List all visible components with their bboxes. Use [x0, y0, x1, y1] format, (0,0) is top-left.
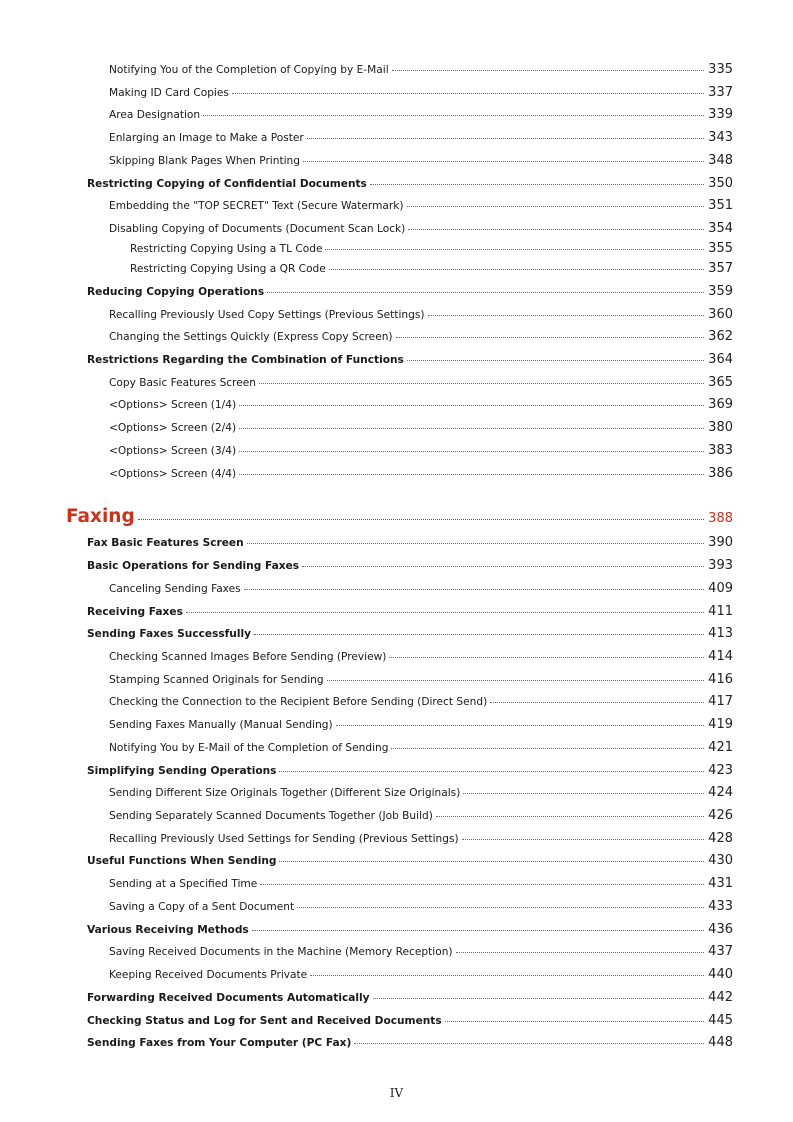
leader-dots [267, 283, 704, 293]
leader-dots [186, 603, 704, 613]
toc-entry[interactable] [109, 443, 733, 463]
toc-entry-title: Checking Scanned Images Before Sending (Preview) [109, 651, 387, 663]
toc-entry-title: Enlarging an Image to Make a Poster [109, 132, 304, 144]
toc-entry-title: Notifying You by E-Mail of the Completion of Sending [109, 742, 389, 754]
toc-entry[interactable] [109, 198, 733, 218]
toc-entry-title: Sending Separately Scanned Documents Together (Job Build) [109, 810, 433, 822]
toc-entry[interactable] [109, 694, 733, 714]
leader-dots [247, 534, 705, 544]
toc-section-title: Sending Faxes Successfully [87, 628, 252, 640]
toc-entry-page: 365 [708, 375, 733, 390]
toc-entry-page: 360 [708, 307, 733, 322]
toc-chapter-faxing[interactable] [66, 506, 733, 532]
toc-section[interactable] [87, 922, 733, 942]
toc-entry[interactable] [109, 397, 733, 417]
toc-entry-page: 440 [708, 967, 733, 982]
leader-dots [370, 175, 704, 185]
toc-section-page: 436 [708, 922, 733, 937]
toc-entry-title: <Options> Screen (4/4) [109, 468, 237, 480]
toc-entry[interactable] [109, 85, 733, 105]
toc-subentry-page: 355 [708, 241, 733, 256]
leader-dots [373, 989, 705, 999]
toc-entry[interactable] [109, 899, 733, 919]
leader-dots [391, 739, 704, 749]
toc-entry-title: Recalling Previously Used Settings for Sending (Previous Settings) [109, 833, 459, 845]
toc-entry-page: 419 [708, 717, 733, 732]
toc-entry[interactable] [109, 808, 733, 828]
toc-entry-title: Changing the Settings Quickly (Express Copy Screen) [109, 331, 393, 343]
toc-entry[interactable] [109, 329, 733, 349]
leader-dots [259, 374, 704, 384]
toc-entry-page: 416 [708, 672, 733, 687]
leader-dots [408, 220, 704, 230]
toc-entry[interactable] [109, 107, 733, 127]
toc-subentry-title: Restricting Copying Using a QR Code [130, 263, 326, 275]
leader-dots [203, 106, 704, 116]
toc-entry[interactable] [109, 130, 733, 150]
toc-entry-title: Embedding the "TOP SECRET" Text (Secure Watermark) [109, 200, 404, 212]
leader-dots [303, 152, 704, 162]
leader-dots [138, 510, 704, 520]
toc-section-title: Sending Faxes from Your Computer (PC Fax) [87, 1037, 352, 1049]
toc-section[interactable] [87, 853, 733, 873]
toc-entry[interactable] [109, 221, 733, 241]
toc-section-title: Simplifying Sending Operations [87, 765, 277, 777]
toc-entry[interactable] [109, 944, 733, 964]
leader-dots [327, 671, 705, 681]
toc-entry-title: Stamping Scanned Originals for Sending [109, 674, 324, 686]
toc-entry-page: 335 [708, 62, 733, 77]
chapter-title: Faxing [66, 506, 135, 527]
toc-section[interactable] [87, 763, 733, 783]
toc-section-title: Checking Status and Log for Sent and Received Documents [87, 1015, 442, 1027]
toc-section-page: 364 [708, 352, 733, 367]
toc-entry-title: Area Designation [109, 109, 201, 121]
toc-entry-page: 421 [708, 740, 733, 755]
toc-section-title: Various Receiving Methods [87, 924, 249, 936]
toc-entry-page: 380 [708, 420, 733, 435]
toc-entry-title: Saving a Copy of a Sent Document [109, 901, 295, 913]
leader-dots [325, 240, 704, 250]
toc-entry-page: 426 [708, 808, 733, 823]
toc-entry-page: 354 [708, 221, 733, 236]
toc-section[interactable] [87, 284, 733, 304]
toc-entry-page: 337 [708, 85, 733, 100]
toc-entry-page: 383 [708, 443, 733, 458]
toc-section-title: Reducing Copying Operations [87, 286, 265, 298]
leader-dots [239, 465, 704, 475]
toc-section[interactable] [87, 990, 733, 1010]
toc-section[interactable] [87, 626, 733, 646]
toc-section[interactable] [87, 535, 733, 555]
toc-entry-title: Making ID Card Copies [109, 87, 229, 99]
toc-entry-page: 424 [708, 785, 733, 800]
toc-entry-page: 351 [708, 198, 733, 213]
toc-section-page: 430 [708, 853, 733, 868]
toc-entry[interactable] [109, 420, 733, 440]
leader-dots [407, 197, 705, 207]
toc-section-title: Useful Functions When Sending [87, 855, 277, 867]
leader-dots [297, 898, 704, 908]
toc-subentry[interactable] [130, 241, 733, 261]
toc-entry-page: 433 [708, 899, 733, 914]
toc-entry[interactable] [109, 153, 733, 173]
toc-entry-title: Checking the Connection to the Recipient Before Sending (Direct Send) [109, 696, 488, 708]
leader-dots [252, 921, 704, 931]
leader-dots [239, 396, 704, 406]
toc-section-page: 350 [708, 176, 733, 191]
toc-section-page: 359 [708, 284, 733, 299]
toc-entry-title: Saving Received Documents in the Machine (Memory Reception) [109, 946, 453, 958]
toc-entry-page: 431 [708, 876, 733, 891]
toc-subentry-title: Restricting Copying Using a TL Code [130, 243, 323, 255]
toc-entry-title: Sending Different Size Originals Together (Different Size Originals) [109, 787, 461, 799]
toc-entry[interactable] [109, 62, 733, 82]
leader-dots [389, 648, 704, 658]
leader-dots [428, 306, 705, 316]
leader-dots [302, 557, 704, 567]
toc-section-page: 393 [708, 558, 733, 573]
leader-dots [336, 716, 705, 726]
toc-entry-title: Copy Basic Features Screen [109, 377, 256, 389]
toc-entry[interactable] [109, 876, 733, 896]
toc-section-page: 423 [708, 763, 733, 778]
toc-entry[interactable] [109, 581, 733, 601]
leader-dots [279, 762, 704, 772]
toc-entry-title: Disabling Copying of Documents (Document Scan Lock) [109, 223, 406, 235]
toc-entry-title: Sending at a Specified Time [109, 878, 258, 890]
toc-section[interactable] [87, 604, 733, 624]
toc-entry[interactable] [109, 307, 733, 327]
toc-section[interactable] [87, 176, 733, 196]
toc-section-page: 445 [708, 1013, 733, 1028]
toc-entry-page: 339 [708, 107, 733, 122]
toc-section-page: 442 [708, 990, 733, 1005]
toc-section-title: Restricting Copying of Confidential Documents [87, 178, 367, 190]
toc-entry-page: 362 [708, 329, 733, 344]
toc-entry-title: <Options> Screen (2/4) [109, 422, 237, 434]
toc-entry[interactable] [109, 672, 733, 692]
toc-entry-page: 343 [708, 130, 733, 145]
toc-entry[interactable] [109, 717, 733, 737]
chapter-page: 388 [708, 511, 733, 526]
leader-dots [392, 61, 705, 71]
leader-dots [260, 875, 704, 885]
toc-entry-title: Notifying You of the Completion of Copying by E-Mail [109, 64, 389, 76]
leader-dots [254, 625, 704, 635]
toc-entry-page: 409 [708, 581, 733, 596]
toc-entry-title: Recalling Previously Used Copy Settings (Previous Settings) [109, 309, 425, 321]
toc-entry-page: 428 [708, 831, 733, 846]
toc-entry-title: <Options> Screen (3/4) [109, 445, 237, 457]
leader-dots [463, 784, 704, 794]
toc-section[interactable] [87, 558, 733, 578]
leader-dots [436, 807, 704, 817]
toc-entry[interactable] [109, 831, 733, 851]
toc-section-page: 448 [708, 1035, 733, 1050]
toc-entry-page: 437 [708, 944, 733, 959]
toc-entry[interactable] [109, 466, 733, 486]
leader-dots [407, 351, 704, 361]
toc-entry-title: Skipping Blank Pages When Printing [109, 155, 300, 167]
toc-section-page: 413 [708, 626, 733, 641]
leader-dots [396, 328, 705, 338]
toc-section-title: Basic Operations for Sending Faxes [87, 560, 300, 572]
toc-entry[interactable] [109, 967, 733, 987]
toc-entry[interactable] [109, 649, 733, 669]
leader-dots [239, 442, 704, 452]
leader-dots [354, 1034, 704, 1044]
toc-entry-title: <Options> Screen (1/4) [109, 399, 237, 411]
toc-section-title: Fax Basic Features Screen [87, 537, 244, 549]
toc-section[interactable] [87, 352, 733, 372]
toc-entry-page: 369 [708, 397, 733, 412]
toc-entry-page: 386 [708, 466, 733, 481]
toc-entry[interactable] [109, 375, 733, 395]
leader-dots [456, 943, 705, 953]
page-number: IV [389, 1086, 404, 1100]
toc-section-title: Forwarding Received Documents Automatically [87, 992, 370, 1004]
toc-section-title: Receiving Faxes [87, 606, 183, 618]
toc-section[interactable] [87, 1013, 733, 1033]
leader-dots [239, 419, 704, 429]
toc-entry-title: Sending Faxes Manually (Manual Sending) [109, 719, 333, 731]
leader-dots [490, 693, 704, 703]
leader-dots [445, 1012, 704, 1022]
leader-dots [307, 129, 704, 139]
leader-dots [462, 830, 705, 840]
leader-dots [279, 852, 704, 862]
toc-entry-page: 348 [708, 153, 733, 168]
toc-entry[interactable] [109, 740, 733, 760]
leader-dots [310, 966, 704, 976]
leader-dots [244, 580, 705, 590]
toc-subentry[interactable] [130, 261, 733, 281]
leader-dots [232, 84, 704, 94]
toc-entry-title: Canceling Sending Faxes [109, 583, 241, 595]
leader-dots [329, 260, 704, 270]
toc-entry[interactable] [109, 785, 733, 805]
toc-section-title: Restrictions Regarding the Combination of Functions [87, 354, 404, 366]
toc-entry-page: 417 [708, 694, 733, 709]
toc-subentry-page: 357 [708, 261, 733, 276]
toc-section-page: 390 [708, 535, 733, 550]
toc-entry-page: 414 [708, 649, 733, 664]
toc-entry-title: Keeping Received Documents Private [109, 969, 308, 981]
toc-section[interactable] [87, 1035, 733, 1055]
toc-section-page: 411 [708, 604, 733, 619]
